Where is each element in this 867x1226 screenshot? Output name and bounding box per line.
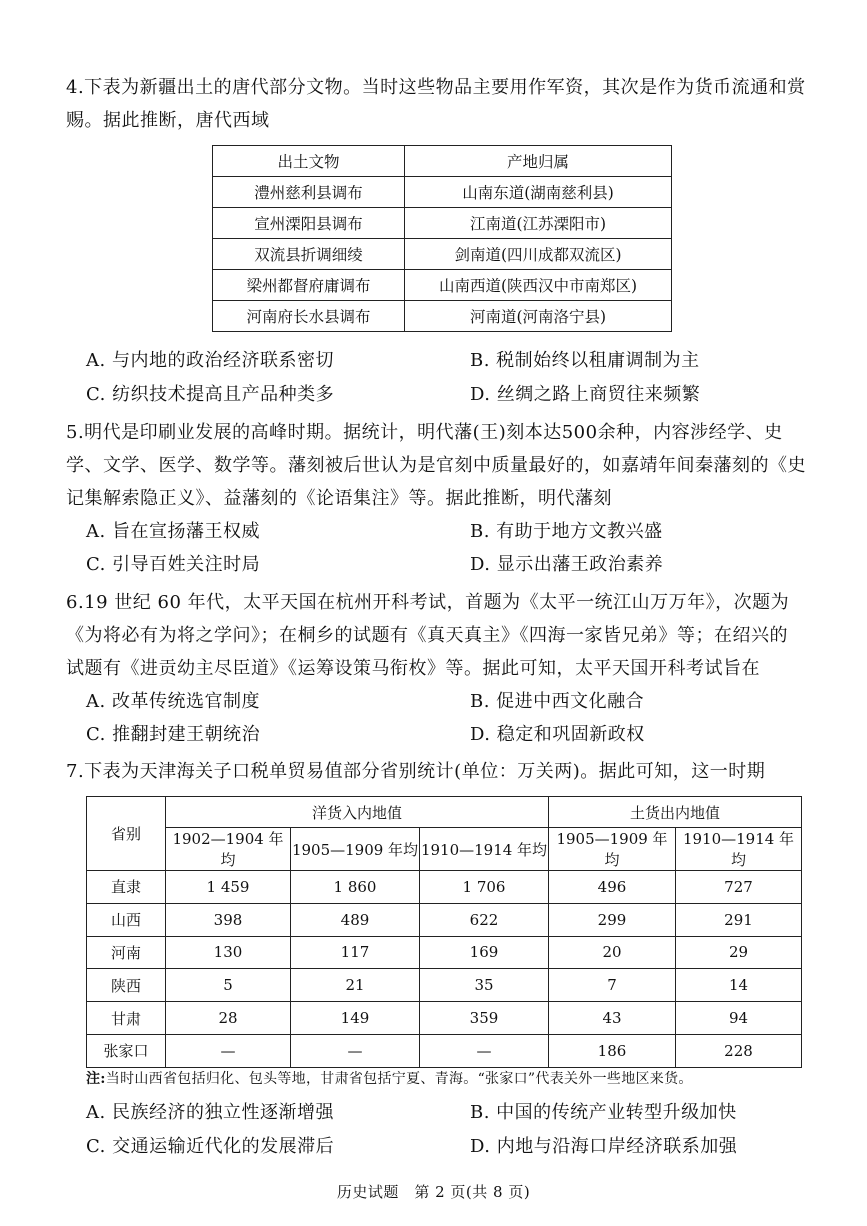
q4-option-c: C. 纺织技术提高且产品种类多 [86, 384, 335, 405]
q7-group-header: 洋货入内地值 [166, 797, 549, 828]
table-cell: 1 706 [420, 871, 549, 904]
table-cell: 149 [291, 1002, 420, 1035]
table-cell: 陕西 [87, 969, 166, 1002]
table-cell: 35 [420, 969, 549, 1002]
q6-option-a: A. 改革传统选官制度 [86, 691, 260, 712]
table-cell: 228 [676, 1034, 802, 1067]
table-cell: 20 [549, 936, 676, 969]
table-row [87, 969, 802, 1002]
q7-period-header: 1902—1904 年均 [166, 828, 291, 871]
table-row [87, 871, 802, 904]
q7-stem: 7.下表为天津海关子口税单贸易值部分省别统计(单位：万关两)。据此可知，这一时期 [66, 761, 766, 782]
table-cell: 山南西道(陕西汉中市南郑区) [405, 270, 672, 301]
table-cell: 江南道(江苏溧阳市) [405, 208, 672, 239]
table-cell: 398 [166, 903, 291, 936]
table-cell: 山南东道(湖南慈利县) [405, 177, 672, 208]
table-cell: 澧州慈利县调布 [213, 177, 405, 208]
table-row [213, 239, 672, 270]
q5-option-c: C. 引导百姓关注时局 [86, 554, 261, 575]
table-cell: 剑南道(四川成都双流区) [405, 239, 672, 270]
q6-stem: 6.19 世纪 60 年代，太平天国在杭州开科考试，首题为《太平一统江山万万年》，次题为《为将必有为将之学问》；在桐乡的试题有《真天真主》《四海一家皆兄弟》等；在绍兴的试题有《进贡幼主尽臣道》《运筹设策马衔枚》等。据此可知，太平天国开科考试旨在 [66, 592, 790, 679]
table-cell: — [166, 1034, 291, 1067]
q4-table [212, 145, 672, 332]
table-row [213, 208, 672, 239]
q7-note-text: 当时山西省包括归化、包头等地，甘肃省包括宁夏、青海。“张家口”代表关外一些地区来货。 [105, 1071, 693, 1087]
q6-option-c: C. 推翻封建王朝统治 [86, 724, 261, 745]
table-cell: 94 [676, 1002, 802, 1035]
q5-option-a: A. 旨在宣扬藩王权威 [86, 521, 260, 542]
table-cell: 727 [676, 871, 802, 904]
table-row [87, 936, 802, 969]
table-cell: 河南府长水县调布 [213, 301, 405, 332]
q7-group-header: 土货出内地值 [549, 797, 802, 828]
table-cell: 河南 [87, 936, 166, 969]
table-row [213, 177, 672, 208]
table-cell: 28 [166, 1002, 291, 1035]
table-row [87, 1034, 802, 1067]
table-cell: 1 459 [166, 871, 291, 904]
table-cell: 186 [549, 1034, 676, 1067]
q4-option-b: B. 税制始终以租庸调制为主 [470, 350, 700, 371]
table-row [213, 301, 672, 332]
table-cell: 14 [676, 969, 802, 1002]
table-cell: 河南道(河南洛宁县) [405, 301, 672, 332]
q4-table-header: 出土文物 [213, 146, 405, 177]
table-cell: 山西 [87, 903, 166, 936]
table-cell: 130 [166, 936, 291, 969]
page-footer: 历史试题 第 2 页(共 8 页) [336, 1183, 531, 1201]
table-cell: 21 [291, 969, 420, 1002]
table-cell: 张家口 [87, 1034, 166, 1067]
q7-col-province: 省别 [87, 797, 166, 871]
q7-option-c: C. 交通运输近代化的发展滞后 [86, 1136, 335, 1157]
q7-note [86, 1068, 693, 1088]
table-row [213, 270, 672, 301]
q4-option-a: A. 与内地的政治经济联系密切 [86, 350, 334, 371]
q7-option-b: B. 中国的传统产业转型升级加快 [470, 1102, 737, 1123]
table-cell: 299 [549, 903, 676, 936]
q4-option-d: D. 丝绸之路上商贸往来频繁 [470, 384, 701, 405]
table-cell: 29 [676, 936, 802, 969]
q4-table-header: 产地归属 [405, 146, 672, 177]
table-cell: 宣州溧阳县调布 [213, 208, 405, 239]
q4-stem: 4.下表为新疆出土的唐代部分文物。当时这些物品主要用作军资，其次是作为货币流通和赏赐。据此推断，唐代西域 [66, 77, 806, 131]
q7-option-d: D. 内地与沿海口岸经济联系加强 [470, 1136, 738, 1157]
table-cell: 359 [420, 1002, 549, 1035]
q5-option-b: B. 有助于地方文教兴盛 [470, 521, 663, 542]
table-row [87, 903, 802, 936]
q7-option-a: A. 民族经济的独立性逐渐增强 [86, 1102, 334, 1123]
table-cell: 43 [549, 1002, 676, 1035]
q6-option-d: D. 稳定和巩固新政权 [470, 724, 645, 745]
table-cell: — [291, 1034, 420, 1067]
q5-option-d: D. 显示出藩王政治素养 [470, 554, 664, 575]
table-cell: 496 [549, 871, 676, 904]
table-cell: 489 [291, 903, 420, 936]
table-cell: 直隶 [87, 871, 166, 904]
q7-period-header: 1910—1914 年均 [676, 828, 802, 871]
table-cell: 291 [676, 903, 802, 936]
table-cell: 梁州都督府庸调布 [213, 270, 405, 301]
q7-period-header: 1905—1909 年均 [291, 828, 420, 871]
table-cell: — [420, 1034, 549, 1067]
q5-stem: 5.明代是印刷业发展的高峰时期。据统计，明代藩(王)刻本达500余种，内容涉经学、史学、文学、医学、数学等。藩刻被后世认为是官刻中质量最好的，如嘉靖年间秦藩刻的《史记集解索隐正义》、益藩刻的《论语集注》等。据此推断，明代藩刻 [66, 422, 806, 509]
table-cell: 7 [549, 969, 676, 1002]
q7-period-header: 1905—1909 年均 [549, 828, 676, 871]
q7-period-header: 1910—1914 年均 [420, 828, 549, 871]
q7-table [86, 796, 802, 1068]
table-cell: 1 860 [291, 871, 420, 904]
q6-option-b: B. 促进中西文化融合 [470, 691, 645, 712]
table-cell: 622 [420, 903, 549, 936]
table-cell: 甘肃 [87, 1002, 166, 1035]
table-cell: 169 [420, 936, 549, 969]
table-cell: 双流县折调细绫 [213, 239, 405, 270]
table-row [87, 1002, 802, 1035]
q7-note-label: 注: [86, 1071, 106, 1087]
table-cell: 5 [166, 969, 291, 1002]
table-cell: 117 [291, 936, 420, 969]
